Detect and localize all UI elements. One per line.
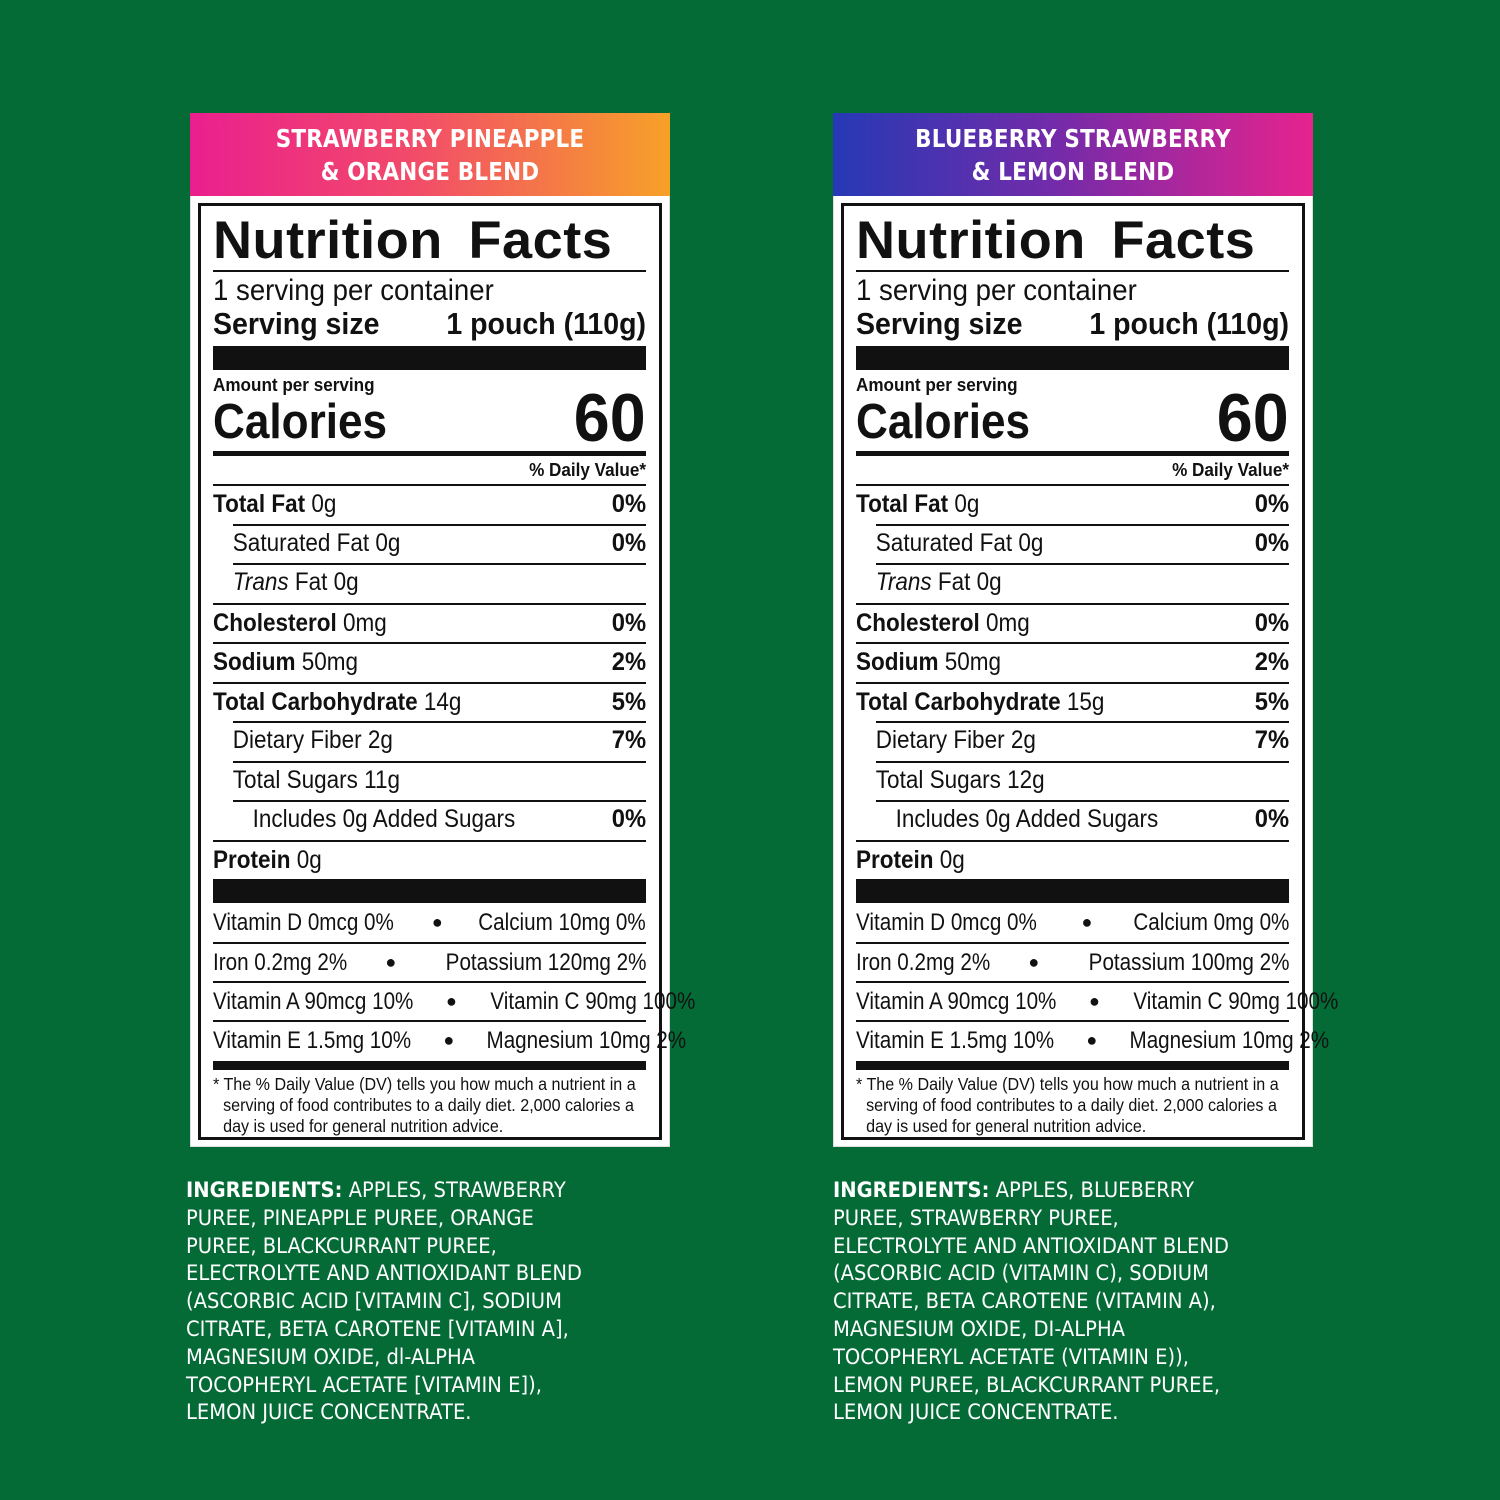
nutrient-row-total-carbohydrate — [213, 682, 646, 722]
calories-value: 60 — [1217, 380, 1289, 456]
nutrient-row-cholesterol — [856, 603, 1289, 643]
vitamin-row — [213, 981, 696, 1020]
nutrition-facts-title: Nutrition Facts — [213, 211, 613, 270]
nutrient-row-dietary-fiber — [213, 721, 646, 761]
vitamin-right: Calcium 0mg 0% — [1132, 908, 1289, 936]
nutrient-dv: 0% — [611, 528, 646, 557]
servings-per-container: 1 serving per container — [213, 274, 494, 307]
serving-size-label: Serving size — [213, 306, 380, 341]
nutrient-row-saturated-fat — [856, 524, 1289, 564]
nutrient-amount: 0mg — [979, 608, 1030, 637]
nutrition-label — [190, 196, 696, 1147]
vitamin-left: Vitamin A 90mcg 10% — [213, 987, 414, 1015]
bullet-icon: ● — [1089, 991, 1100, 1011]
serving-size-value: 1 pouch (110g) — [1089, 306, 1290, 341]
nutrient-row-protein — [213, 840, 646, 880]
thick-divider — [213, 346, 646, 370]
nutrient-name: Dietary Fiber 2g — [232, 726, 393, 755]
bullet-icon: ● — [1086, 1030, 1098, 1050]
vitamin-row — [856, 981, 1339, 1020]
thick-divider — [856, 346, 1289, 370]
thick-divider — [213, 879, 646, 903]
vitamin-row — [213, 942, 646, 981]
vitamin-row — [856, 903, 1289, 942]
nutrient-amount: 50mg — [938, 648, 1002, 677]
ingredients — [186, 1177, 670, 1427]
product-panel-right — [833, 113, 1339, 1427]
nutrient-row-total-sugars — [213, 761, 646, 801]
vitamin-right: Magnesium 10mg 2% — [1129, 1026, 1330, 1054]
nutrient-name: Total Sugars 11g — [232, 765, 401, 794]
nutrient-row-total-fat — [856, 484, 1289, 524]
calories-label: Calories — [856, 395, 1031, 449]
flavor-banner — [833, 113, 1313, 196]
vitamin-right: Magnesium 10mg 2% — [486, 1026, 687, 1054]
serving-size-value: 1 pouch (110g) — [446, 306, 647, 341]
nutrient-row-added-sugars — [213, 800, 646, 840]
nutrient-row-saturated-fat — [213, 524, 646, 564]
bullet-icon: ● — [446, 991, 457, 1011]
nutrient-row-cholesterol — [213, 603, 646, 643]
vitamin-right: Potassium 120mg 2% — [445, 948, 646, 976]
nutrient-amount: 0g — [290, 845, 322, 874]
nutrient-name: Includes 0g Added Sugars — [252, 805, 516, 834]
flavor-name: BLUEBERRY STRAWBERRY & LEMON BLEND — [915, 123, 1231, 186]
vitamin-left: Iron 0.2mg 2% — [856, 948, 991, 976]
nutrient-row-trans-fat — [213, 563, 646, 603]
ingredients-label: INGREDIENTS: — [833, 1178, 990, 1202]
vitamin-left: Vitamin A 90mcg 10% — [856, 987, 1057, 1015]
nutrient-name: Sodium — [856, 648, 939, 677]
vitamin-row — [213, 903, 646, 942]
vitamin-left: Vitamin E 1.5mg 10% — [213, 1026, 412, 1054]
nutrient-row-dietary-fiber — [856, 721, 1289, 761]
flavor-banner — [190, 113, 670, 196]
bullet-icon: ● — [385, 952, 397, 972]
nutrient-name: Total Fat — [856, 490, 949, 519]
daily-value-header: % Daily Value* — [1172, 460, 1289, 480]
nutrient-name: Protein — [856, 845, 934, 874]
vitamin-right: Vitamin C 90mg 100% — [490, 987, 696, 1015]
serving-size-row — [213, 306, 646, 346]
nutrient-amount: 0g — [933, 845, 965, 874]
product-panel-left — [186, 113, 696, 1427]
servings-per-container: 1 serving per container — [856, 274, 1137, 307]
nutrient-dv: 0% — [1254, 490, 1289, 519]
nutrition-facts-box — [198, 203, 696, 1140]
bullet-icon: ● — [443, 1030, 455, 1050]
daily-value-header: % Daily Value* — [529, 460, 646, 480]
nutrient-row-total-fat — [213, 484, 646, 524]
nutrient-amount: 0g — [948, 490, 980, 519]
nutrient-amount: 14g — [417, 687, 462, 716]
nutrient-name: Sodium — [213, 648, 296, 677]
nutrient-row-added-sugars — [856, 800, 1289, 840]
nutrient-row-sodium — [856, 642, 1289, 682]
nutrient-row-sodium — [213, 642, 646, 682]
ingredients-text: APPLES, STRAWBERRY PUREE, PINEAPPLE PUREE, ORANGE PUREE, BLACKCURRANT PUREE, ELECTROLYTE AND ANTIOXIDANT BLEND (ASCORBIC ACID [VITAMIN C], SODIUM CITRATE, BETA CAROTENE [VITAMIN A], MAGNESIUM OXIDE, dl-ALPHA TOCOPHERYL ACETATE [VITAMIN E]), LEMON JUICE CONCENTRATE. — [186, 1178, 582, 1425]
nutrient-dv: 2% — [611, 648, 646, 677]
nutrient-row-total-sugars — [856, 761, 1289, 801]
nutrient-dv: 7% — [1254, 726, 1289, 755]
nutrient-amount: 0g — [305, 490, 337, 519]
vitamin-right: Vitamin C 90mg 100% — [1133, 987, 1339, 1015]
nutrient-name: Dietary Fiber 2g — [875, 726, 1036, 755]
amount-per-serving: Amount per serving — [213, 375, 375, 395]
nutrient-name: Fat 0g — [931, 568, 1002, 597]
vitamin-right: Calcium 10mg 0% — [478, 908, 646, 936]
vitamin-row — [856, 942, 1289, 981]
vitamin-row — [856, 1020, 1330, 1059]
amount-per-serving: Amount per serving — [856, 375, 1018, 395]
bullet-icon: ● — [431, 912, 443, 932]
nutrient-amount: 15g — [1060, 687, 1105, 716]
nutrient-name: Total Sugars 12g — [875, 765, 1045, 794]
nutrient-name: Saturated Fat 0g — [875, 528, 1044, 557]
vitamin-left: Iron 0.2mg 2% — [213, 948, 348, 976]
vitamin-row — [213, 1020, 687, 1059]
ingredients-label: INGREDIENTS: — [186, 1178, 343, 1202]
nutrient-row-trans-fat — [856, 563, 1289, 603]
divider — [213, 270, 646, 272]
nutrient-name: Cholesterol — [213, 608, 337, 637]
calories-label: Calories — [213, 395, 388, 449]
nutrient-dv: 5% — [611, 687, 646, 716]
vitamin-left: Vitamin D 0mcg 0% — [213, 908, 394, 936]
nutrition-facts-title: Nutrition Facts — [856, 211, 1256, 270]
nutrient-dv: 0% — [611, 490, 646, 519]
nutrition-label — [833, 196, 1339, 1147]
nutrient-dv: 0% — [611, 805, 646, 834]
nutrient-name: Saturated Fat 0g — [232, 528, 401, 557]
divider — [856, 270, 1289, 272]
nutrient-row-protein — [856, 840, 1289, 880]
nutrient-name-italic: Trans — [232, 568, 289, 597]
nutrient-name: Includes 0g Added Sugars — [895, 805, 1159, 834]
bullet-icon: ● — [1028, 952, 1040, 972]
medium-divider — [213, 1061, 646, 1070]
nutrient-dv: 0% — [1254, 805, 1289, 834]
nutrient-dv: 0% — [1254, 528, 1289, 557]
nutrient-name: Protein — [213, 845, 291, 874]
serving-size-row — [856, 306, 1289, 346]
nutrient-name: Total Carbohydrate — [213, 687, 418, 716]
nutrient-dv: 5% — [1254, 687, 1289, 716]
vitamin-right: Potassium 100mg 2% — [1088, 948, 1289, 976]
daily-value-footnote: * The % Daily Value (DV) tells you how much a nutrient in a serving of food contributes to a daily diet. 2,000 calories a day is used for general nutrition advice. — [856, 1074, 1279, 1136]
bullet-icon: ● — [1081, 912, 1093, 932]
medium-divider — [856, 1061, 1289, 1070]
nutrient-amount: 0mg — [336, 608, 387, 637]
vitamin-left: Vitamin E 1.5mg 10% — [856, 1026, 1055, 1054]
nutrient-amount: 50mg — [295, 648, 359, 677]
ingredients-text: APPLES, BLUEBERRY PUREE, STRAWBERRY PUREE, ELECTROLYTE AND ANTIOXIDANT BLEND (ASCORBIC ACID (VITAMIN C), SODIUM CITRATE, BETA CAROTENE (VITAMIN A), MAGNESIUM OXIDE, DI-ALPHA TOCOPHERYL ACETATE (VITAMIN E)), LEMON PUREE, BLACKCURRANT PUREE, LEMON JUICE CONCENTRATE. — [833, 1178, 1229, 1425]
nutrient-row-total-carbohydrate — [856, 682, 1289, 722]
nutrient-name: Total Fat — [213, 490, 306, 519]
nutrient-dv: 0% — [1254, 608, 1289, 637]
nutrient-dv: 2% — [1254, 648, 1289, 677]
nutrition-facts-box — [841, 203, 1339, 1140]
ingredients — [833, 1177, 1313, 1427]
nutrient-name: Fat 0g — [288, 568, 359, 597]
calories-value: 60 — [574, 380, 646, 456]
thick-divider — [856, 879, 1289, 903]
serving-size-label: Serving size — [856, 306, 1023, 341]
nutrient-name: Total Carbohydrate — [856, 687, 1061, 716]
nutrient-name: Cholesterol — [856, 608, 980, 637]
flavor-name: STRAWBERRY PINEAPPLE & ORANGE BLEND — [275, 123, 585, 186]
nutrient-name-italic: Trans — [875, 568, 932, 597]
nutrient-dv: 0% — [611, 608, 646, 637]
vitamin-left: Vitamin D 0mcg 0% — [856, 908, 1037, 936]
daily-value-footnote: * The % Daily Value (DV) tells you how much a nutrient in a serving of food contributes to a daily diet. 2,000 calories a day is used for general nutrition advice. — [213, 1074, 636, 1136]
nutrient-dv: 7% — [611, 726, 646, 755]
